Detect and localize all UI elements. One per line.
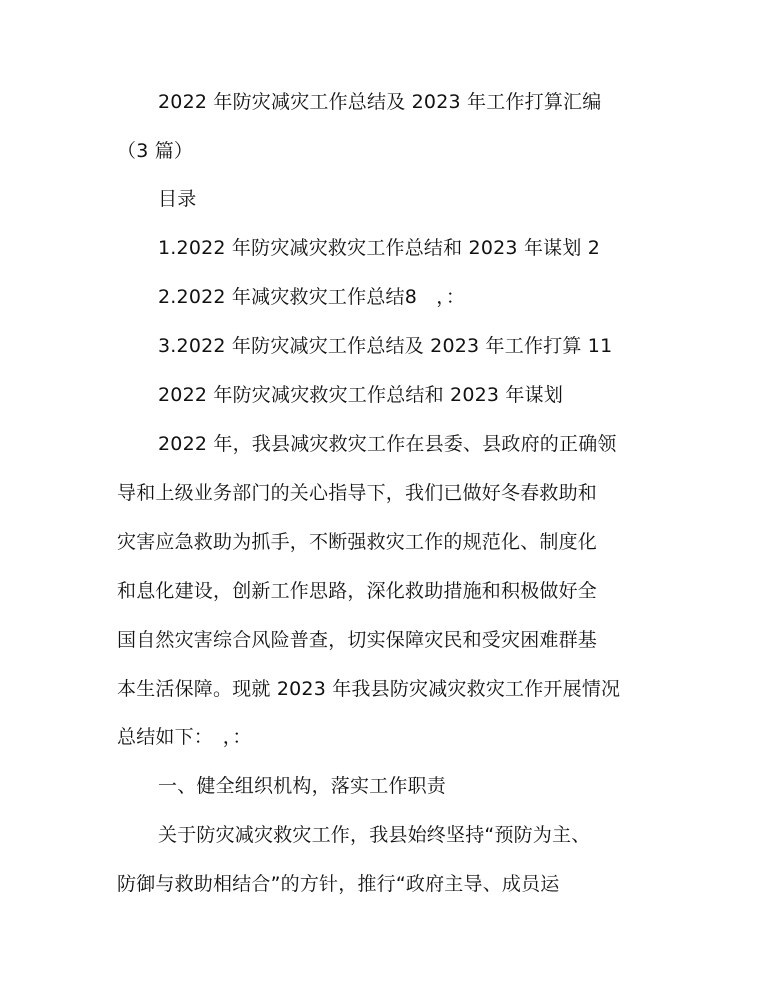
paragraph-line: 关于防灾减灾救灾工作，我县始终坚持“预防为主、 (158, 824, 591, 846)
paragraph-line: 本生活保障。现就 2023 年我县防灾减灾救灾工作开展情况 (117, 678, 621, 700)
section-title: 2022 年防灾减灾救灾工作总结和 2023 年谋划 (158, 384, 564, 406)
paragraph-line: 灾害应急救助为抓手，不断强救灾工作的规范化、制度化 (117, 531, 598, 553)
document-title-continuation: （3 篇） (117, 140, 194, 162)
paragraph-line: 2022 年，我县减灾救灾工作在县委、县政府的正确领 (158, 433, 617, 455)
toc-item-2: 2.2022 年减灾救灾工作总结8 ，： (158, 286, 466, 308)
paragraph-line: 总结如下： ，： (117, 726, 252, 748)
toc-heading: 目录 (158, 188, 197, 210)
toc-item-1: 1.2022 年防灾减灾救灾工作总结和 2023 年谋划 2 (158, 237, 601, 259)
paragraph-line: 防御与救助相结合”的方针，推行“政府主导、成员运 (117, 873, 560, 895)
subsection-heading: 一、健全组织机构，落实工作职责 (158, 775, 447, 797)
paragraph-line: 国自然灾害综合风险普查，切实保障灾民和受灾困难群基 (117, 629, 598, 651)
paragraph-line: 导和上级业务部门的关心指导下，我们已做好冬春救助和 (117, 482, 598, 504)
document-title: 2022 年防灾减灾工作总结及 2023 年工作打算汇编 (158, 91, 602, 113)
toc-item-3: 3.2022 年防灾减灾工作总结及 2023 年工作打算 11 (158, 335, 613, 357)
paragraph-line: 和息化建设，创新工作思路，深化救助措施和积极做好全 (117, 580, 598, 602)
